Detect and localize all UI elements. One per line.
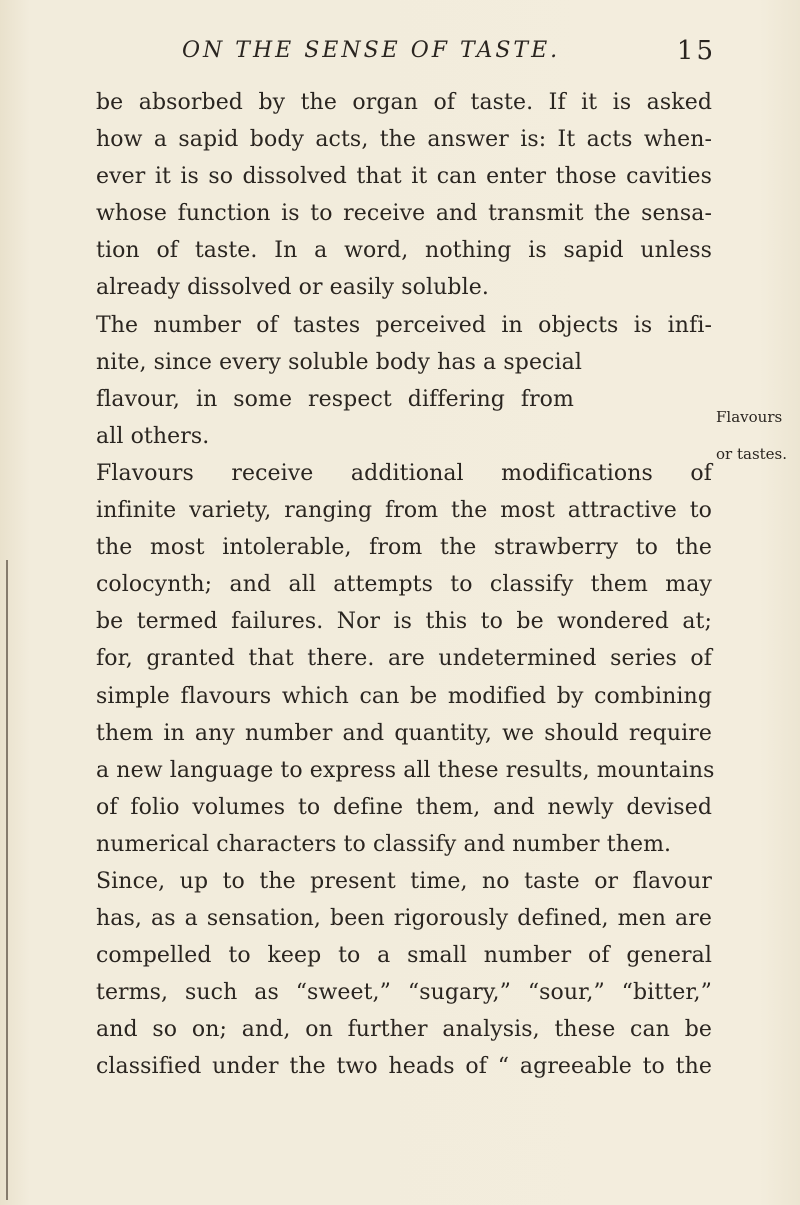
text-line: them in any number and quantity, we should require: [96, 720, 712, 746]
paragraph-first-line: Since, up to the present time, no taste or flavour: [96, 868, 712, 894]
text-line: has, as a sensation, been rigorously defined, men are: [96, 906, 712, 932]
text-line: infinite variety, ranging from the most attractive to: [96, 498, 712, 524]
text-line: classified under the two heads of “ agreeable to the: [96, 1054, 712, 1080]
text-line: a new language to express all these results, mountains: [96, 757, 715, 783]
page-edge-shadow: [6, 560, 8, 1200]
text-line: all others.: [96, 423, 210, 449]
paragraph-first-line: Flavours receive additional modifications of: [96, 460, 712, 486]
text-line: colocynth; and all attempts to classify them may: [96, 572, 712, 598]
text-line: compelled to keep to a small number of general: [96, 943, 712, 969]
text-line: be termed failures. Nor is this to be wondered at;: [96, 609, 712, 635]
margin-note-line-2: or tastes.: [716, 445, 788, 463]
text-line: simple flavours which can be modified by combining: [96, 683, 712, 709]
text-line: tion of taste. In a word, nothing is sapid unless: [96, 238, 712, 264]
text-line: numerical characters to classify and number them.: [96, 831, 672, 857]
text-line: of folio volumes to define them, and newly devised: [96, 794, 712, 820]
text-line: ever it is so dissolved that it can enter those cavities: [96, 164, 712, 190]
paragraph-first-line: The number of tastes perceived in objects is infi-: [96, 312, 712, 338]
text-line: be absorbed by the organ of taste. If it is asked: [96, 90, 712, 115]
body-text: [96, 84, 788, 1086]
text-line: and so on; and, on further analysis, these can be: [96, 1017, 712, 1043]
text-line: terms, such as “sweet,” “sugary,” “sour,” “bitter,”: [96, 980, 712, 1006]
page-number: 15: [676, 36, 716, 66]
text-line: how a sapid body acts, the answer is: It acts when-: [96, 127, 712, 153]
text-line: the most intolerable, from the strawberry to the: [96, 535, 712, 561]
margin-note-line-1: Flavours: [716, 408, 783, 426]
text-line: already dissolved or easily soluble.: [96, 275, 489, 301]
running-title: ON THE SENSE OF TASTE.: [182, 38, 561, 63]
text-line: flavour, in some respect differing from: [96, 386, 574, 412]
text-line: for, granted that there. are undetermined series of: [96, 646, 712, 672]
text-line: whose function is to receive and transmit the sensa-: [96, 201, 712, 227]
page-header: [96, 38, 716, 74]
text-line: nite, since every soluble body has a special: [96, 349, 582, 375]
